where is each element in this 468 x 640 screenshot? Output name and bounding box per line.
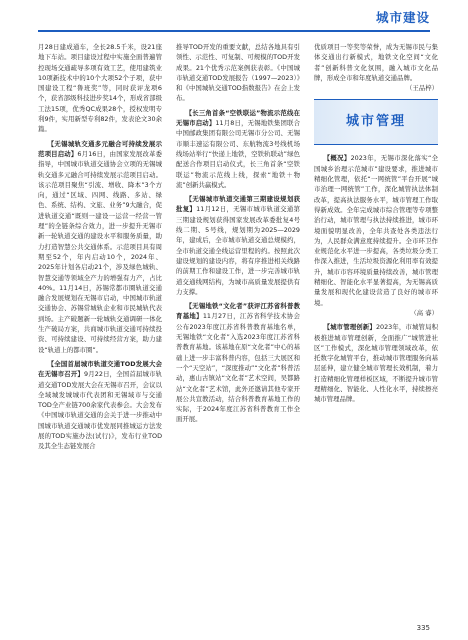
banner-title: 城市管理	[345, 114, 406, 130]
entry-heading: 【长三角首条“空铁联运”物流示范线在无锡市启动】	[176, 108, 300, 128]
author-credit: （王品梓）	[406, 84, 438, 93]
page-header	[0, 0, 468, 36]
entry-heading: 【概况】	[323, 154, 351, 163]
entry-body: 11月27日，江苏省科学技术协会公布2023年度江苏省科普教育基地名单，无锡地铁“文化者”入选2023年度江苏省科普教育基地。该基地在原“文化者”中心的基础上进一步丰富科普内容，包括三大展区和一个“天空站”，“深度推动”“文化者”科普活动，惠山古镇站“文化者”艺术空间，吴都路站“文化者”艺术馆，此外还邀请其他专家开展公共宣教活动，结合科普教育基地工作的实际，于2024年度江苏省科普教育工作全面开展。	[176, 312, 301, 424]
paragraph: 推导TOD开发的重要文献，总结各地具有引领性、示范性、可复制、可规模的TOD开发成果。21个优秀示范案例获表彰。《中国城市轨道交通TOD发展报告（1997—2023）》和《中国城轨交通TOD指数报告》在会上发布。	[176, 43, 300, 103]
paragraph: 优质项目一等奖等荣誉，成为无锡市民与集体交通出行新模式，地铁文化空间“文化者”创新科普文化氛围，融入城市文化品牌，形成全市和年度轨道交通品牌。	[314, 43, 438, 82]
entry-body: 2023年，市城管局积极推进城市管理创新，全面推广“城管进社区”工作模式，深化城市管理领域改革，依托数字化城管平台，推动城市管理服务向基层延伸，建立健全城市管理长效机制，着力打造精细化管理样板区域，不断提升城市管理精细化、智能化、人性化水平，持续擦亮城市管理品牌。	[314, 323, 438, 404]
paragraph	[176, 108, 300, 190]
entry-body: 9月22日，全国首届城市轨道交通TOD发展大会在无锡市召开，会议以全域城发城城市代表团和无锡域市与交通TOD全产业链700余家代表参会。大会发布《中国城市轨道交通的会关于进一步推动中国城市轨道交通城市优发展同推城运方法发展的TOD实施办法(试行)》，发布行业TOD及其全生态链发展合	[38, 370, 163, 451]
entry-heading: 【无锡城轨交通多元融合可持续发展示范项目启动】	[38, 139, 162, 158]
entry-body: 11月12日，无锡市城市轨道交通第三期建设规划获得国家发展改革委批复4号线二期、5号线，规划期为2025—2029年，建成后，全市城市轨道交通总规模约，全市轨道交通全线运营里程的约。按照此次建设规划的建设内容，将有序推进相关线路的前期工作和建设工作，进一步完善城市轨道交通线网结构，为城市高质量发展提供有力支撑。	[176, 205, 300, 296]
author-credit: （高 睿）	[410, 308, 438, 317]
entry-body: 11月8日，无锡地铁集团联合中国邮政集团有限公司无锡市分公司、无锡市顺丰速运有限公司、东航物流3号线机场线场站举行“快递上地铁，空铁轨联动”绿色配送合作项目启动仪式，长三角首条“空铁联运”物流示范线上线，探索“地铁＋物流”创新共赢模式。	[176, 119, 301, 189]
header-rule	[38, 30, 430, 32]
entry-body: 2023年，无锡市深化落实“全国城乡治理示范城市”建设要求，推进城市精细化管理，依托“一网统管”平台开展“城市治理一网统管”工作，深化城管执法体制改革，提高执法服务水平，城市管理工作取得新成效。全年完成城市综合管理等专项整治行动，城市管理与执法持续推进，城市环境面貌明显改善，全年共查处各类违法行为，人民群众满意度持续提升。全市环卫作业规范化水平进一步提高，各类垃圾分类工作深入推进，生活垃圾资源化利用率有效提升，城市市容环境质量持续改善，城市管理精细化、智能化水平显著提高，为无锡高质量发展和现代化建设营造了良好的城市环境。	[314, 154, 439, 307]
entry-body: 6月16日，由国家发展改革委指导，中国城市轨道交通协会立项的无锡城轨交通多元融合可持续发展示范项目启动。该示范项目聚焦“引流、增收、降本”3个方向，通过“区域、四网、线路、多站、绿色、系统、结构、文旅、业务”9大融合，促进轨道交通“既则一建设一运营一经营一管理”的全链条综合效力，进一步提升无锡市新一轮轨道交通的建设水平和服务质量，助力打造智慧公共交通体系。示范项目具有周期至52个，年内启动10个，2024年、2025年计划各启动21个，涉及绿色城轨、智慧交通等领域全产力的增强有力产，占比40%。11月14日，苏锡常都市圈轨道交通融合发展规划在无锡市启动，中国城市轨道交通协会、苏锡常城轨企业和市民城轨代表到场。主产破题新一轮城轨交通调研一体化生产破局方案，共商城市轨道交通可持续投资、可持续建设、可持续经营方案，助力建设“轨道上的都市圈”。	[38, 149, 163, 354]
column-1	[38, 42, 162, 452]
column-2	[176, 42, 300, 425]
paragraph	[176, 194, 300, 297]
paragraph	[38, 359, 162, 452]
entry-heading: 【全国首届城市轨道交通TOD发展大会在无锡市召开】	[38, 359, 162, 379]
paragraph	[176, 301, 300, 425]
paragraph: 月28日建成通车，全长28.5千米，设21座地下车站。项目建设过程中实施全面普遍管控现场交通疏导多项有效工艺，使用建筑业10项新技术中的10个大项52个子项，获中国建设工程“鲁班奖”等，同时获评龙项6个，获省部级科技进步奖14个，形成省部级工法15项，优秀QC成果28个，授权发明专利9件，实用新型专利82件，发表论文30余篇。	[38, 43, 162, 134]
paragraph	[38, 139, 162, 355]
entry-heading: 【无锡城市轨道交通第三期建设规划获批复】	[176, 195, 300, 214]
section-banner	[314, 99, 438, 145]
entry-heading: 【无锡地铁“文化者”获评江苏省科普教育基地】	[176, 302, 300, 321]
paragraph	[314, 153, 438, 307]
entry-heading: 【城市管理创新】	[323, 323, 376, 332]
page-number: 335	[416, 624, 430, 632]
column-3	[314, 42, 438, 405]
paragraph	[314, 322, 438, 404]
section-title: 城市建设	[375, 10, 430, 25]
